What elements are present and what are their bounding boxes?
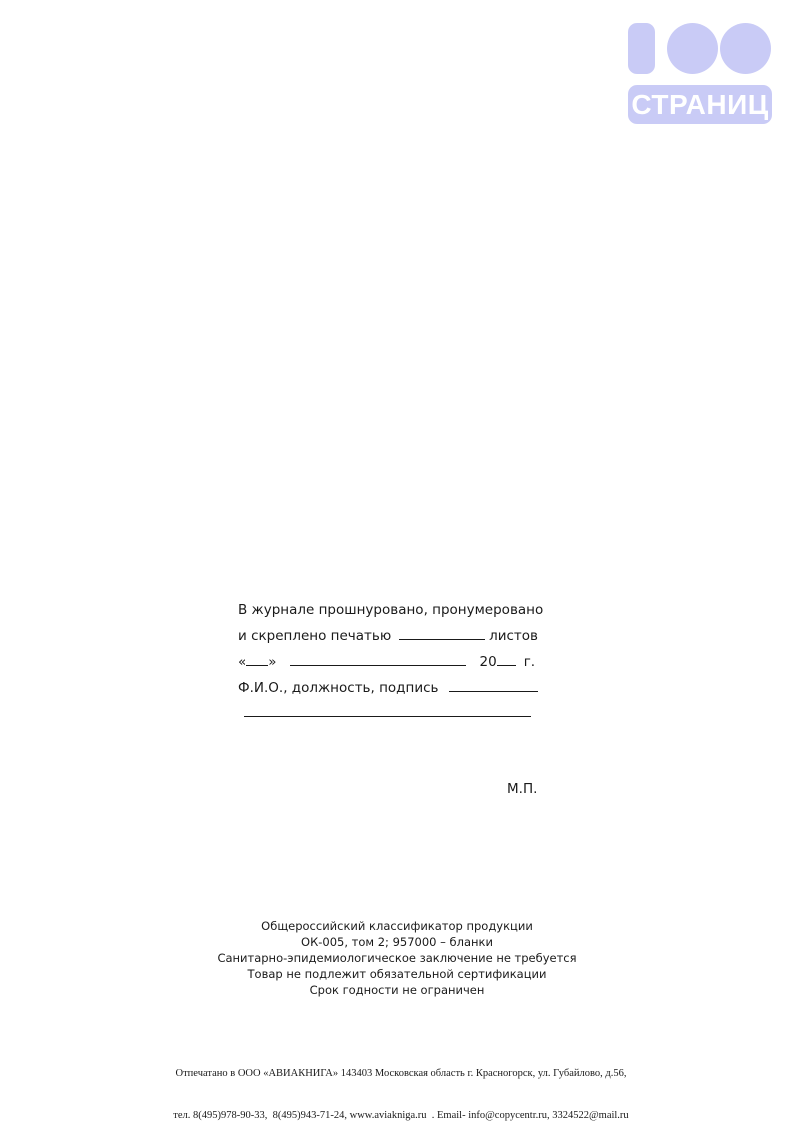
classifier-line: Срок годности не ограничен xyxy=(309,983,485,997)
logo-label: СТРАНИЦ xyxy=(628,85,772,124)
certification-text: листов xyxy=(489,628,538,644)
signature-continuation-blank[interactable] xyxy=(244,701,531,717)
certification-block xyxy=(238,597,544,727)
close-quote: » xyxy=(268,654,277,670)
classifier-line: ОК-005, том 2; 957000 – бланки xyxy=(301,935,493,949)
logo-digit-one xyxy=(628,23,655,74)
certification-text: Ф.И.О., должность, подпись xyxy=(238,680,439,696)
signature-blank[interactable] xyxy=(449,676,539,692)
publisher-logo xyxy=(628,23,772,124)
logo-digit-zero xyxy=(720,23,771,74)
classifier-line: Товар не подлежит обязательной сертификации xyxy=(247,967,547,981)
certification-text: и скреплено печатью xyxy=(238,628,392,644)
certification-line-3 xyxy=(238,649,538,675)
year-blank[interactable] xyxy=(497,650,516,666)
classifier-line: Санитарно-эпидемиологическое заключение не требуется xyxy=(217,951,577,965)
month-blank[interactable] xyxy=(290,650,466,666)
sheet-count-blank[interactable] xyxy=(399,624,485,640)
stamp-place-label: М.П. xyxy=(507,781,538,797)
printer-line: тел. 8(495)978-90-33, 8(495)943-71-24, www.aviakniga.ru . Email- info@copycentr.ru, 3324522@mail.ru xyxy=(173,1110,629,1121)
year-suffix: г. xyxy=(523,654,536,670)
classifier-block xyxy=(0,918,794,998)
open-quote: « xyxy=(238,654,247,670)
certification-line-2 xyxy=(238,623,538,649)
printer-line: Отпечатано в ООО «АВИАКНИГА» 143403 Московская область г. Красногорск, ул. Губайлово, д.56, xyxy=(175,1068,627,1079)
logo-digit-zero xyxy=(667,23,718,74)
classifier-line: Общероссийский классификатор продукции xyxy=(261,919,533,933)
certification-line-1 xyxy=(238,597,544,623)
day-blank[interactable] xyxy=(246,650,268,666)
certification-line-5 xyxy=(238,701,538,727)
certification-line-4 xyxy=(238,675,538,701)
certification-text: В журнале прошнуровано, пронумеровано xyxy=(238,602,544,618)
printer-imprint xyxy=(0,1039,794,1137)
year-prefix: 20 xyxy=(479,654,497,670)
